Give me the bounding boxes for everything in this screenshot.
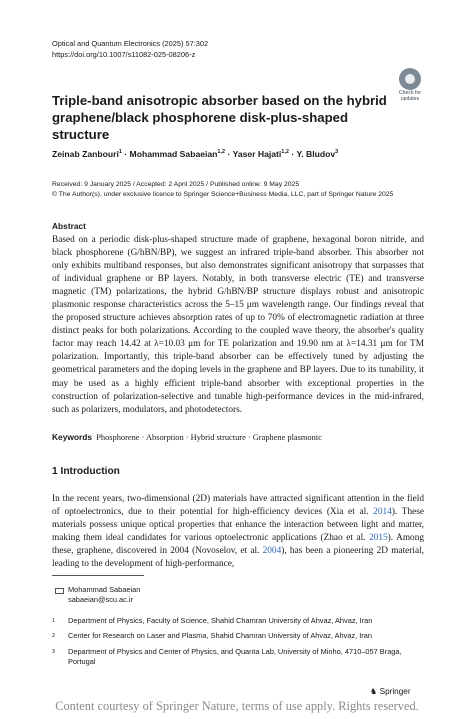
publication-dates (52, 180, 393, 200)
footnote-divider (52, 575, 144, 576)
corresponding-email[interactable]: sabaeian@scu.ac.ir (68, 595, 134, 605)
title-line-2: graphene/black phosphorene disk-plus-shaped structure (52, 110, 349, 142)
author-affil: 1,2 (281, 149, 289, 156)
affiliation (52, 631, 424, 643)
abstract-text: Based on a periodic disk-plus-shaped structure made of graphene, hexagonal boron nitride, and black phosphorene (G/hBN/BP), we suggest an infrared triple-band absorber. This absorber not only exhibits multiband responses, but also demonstrates significant anisotropy that surpasses that of individual graphene or BP layers. Notably, in both transverse electric (TE) and transverse magnetic (TM) polarizations, the hybrid G/hBN/BP structure displays robust and anisotropic plasmonic response characteristics across the 5–15 μm wavelength range. Our findings reveal that the proposed structure achieves absorption rates of up to 70% of electromagnetic radiation at three distinct peaks for both polarizations. According to the coupled wave theory, the absorber's quality factor may reach 14.42 at λ=10.03 μm for TE polarization and 19.90 nm at λ=14.31 μm for TM polarization. Importantly, this triple-band absorber can be effectively tuned by adjusting the geometrical parameters and the doping levels in the graphene and BP layers. Due to its tunability, it may be used as a highly efficient triple-band absorber with exceptional properties in the construction of polarization-selective and tunable high-performance devices in the mid-infrared, such as polarizers, modulators, and photodetectors. (52, 235, 424, 415)
copyright-line: © The Author(s), under exclusive licence to Springer Science+Business Media, LLC, part of Springer Nature 2025 (52, 191, 394, 199)
author-name[interactable]: Y. Bludov (296, 149, 336, 159)
doi-link[interactable]: https://doi.org/10.1007/s11082-025-08206-z (52, 49, 196, 59)
badge-line1: Check for (398, 90, 422, 96)
publisher-name: Springer (379, 687, 411, 696)
intro-text-part: ), has been a pioneering 2D material, leading to the development of high-performance, (52, 546, 424, 570)
publisher-logo (370, 686, 411, 696)
introduction-text (52, 493, 424, 572)
affiliation (52, 647, 424, 671)
abstract-heading: Abstract (52, 221, 86, 231)
correspondence (68, 585, 140, 606)
keywords (52, 432, 322, 442)
affiliation (52, 616, 424, 628)
citation-link[interactable]: 2015 (369, 533, 388, 544)
affiliation-number: 1 (52, 618, 56, 624)
intro-text-part: In the recent years, two-dimensional (2D) materials have attracted significant attention in the field of optoelectronics, due to their potential for high-efficiency devices (Xia et al. (52, 494, 424, 518)
history-dates: Received: 9 January 2025 / Accepted: 2 April 2025 / Published online: 9 May 2025 (52, 181, 300, 188)
journal-citation: Optical and Quantum Electronics (2025) 57:302 (52, 39, 209, 48)
citation-link[interactable]: 2014 (373, 507, 392, 518)
intro-text-part: ). These materials possess unique optical properties that enhance the interaction between light and matter, making them ideal candidates for various optoelectronic applications (Zhao et al. (52, 507, 424, 544)
citation-link[interactable]: 2004 (262, 546, 282, 557)
affiliation-text: Center for Research on Laser and Plasma, Shahid Chamran University of Ahvaz, Ahvaz, Iran (68, 631, 372, 640)
author-affil: 1 (118, 149, 122, 156)
author-list: Zeinab Zanbouri$^1$ · Mohammad Sabaeian$^{1,2}$ · Yaser Hajati$^{1,2}$ · Y. Bludov$^3$ (52, 149, 339, 159)
update-icon (399, 68, 421, 90)
author-name[interactable]: Zeinab Zanbouri (52, 149, 119, 159)
badge-line2: updates (400, 96, 420, 102)
affiliation-number: 3 (52, 649, 56, 655)
affiliation-text: Department of Physics and Center of Physics, and Quanta Lab, University of Minho, 4710–057 Braga, Portugal (68, 647, 402, 667)
courtesy-footer: Content courtesy of Springer Nature, terms of use apply. Rights reserved. (55, 699, 419, 713)
envelope-icon (55, 588, 64, 594)
author-name[interactable]: Mohammad Sabaeian (129, 149, 218, 159)
title-line-1: Triple-band anisotropic absorber based on the hybrid (52, 93, 387, 108)
intro-text-part: ). Among these, graphene, discovered in 2004 (Novoselov, et al. (52, 533, 425, 557)
author-affil: 3 (335, 149, 339, 156)
corresponding-author: Mohammad Sabaeian (68, 585, 141, 594)
section-heading-introduction: 1 Introduction (52, 466, 120, 477)
keywords-label: Keywords (52, 432, 93, 442)
paper-title (52, 92, 402, 143)
horse-icon: ♞ (370, 687, 378, 696)
affiliation-text: Department of Physics, Faculty of Science, Shahid Chamran University of Ahvaz, Ahvaz, Iran (68, 616, 373, 625)
author-affil: 1,2 (217, 149, 226, 156)
affiliation-number: 2 (52, 633, 56, 639)
author-name[interactable]: Yaser Hajati (232, 149, 282, 159)
keywords-list: Phosphorene · Absorption · Hybrid structure · Graphene plasmonic (96, 433, 322, 442)
journal-header (52, 39, 208, 60)
